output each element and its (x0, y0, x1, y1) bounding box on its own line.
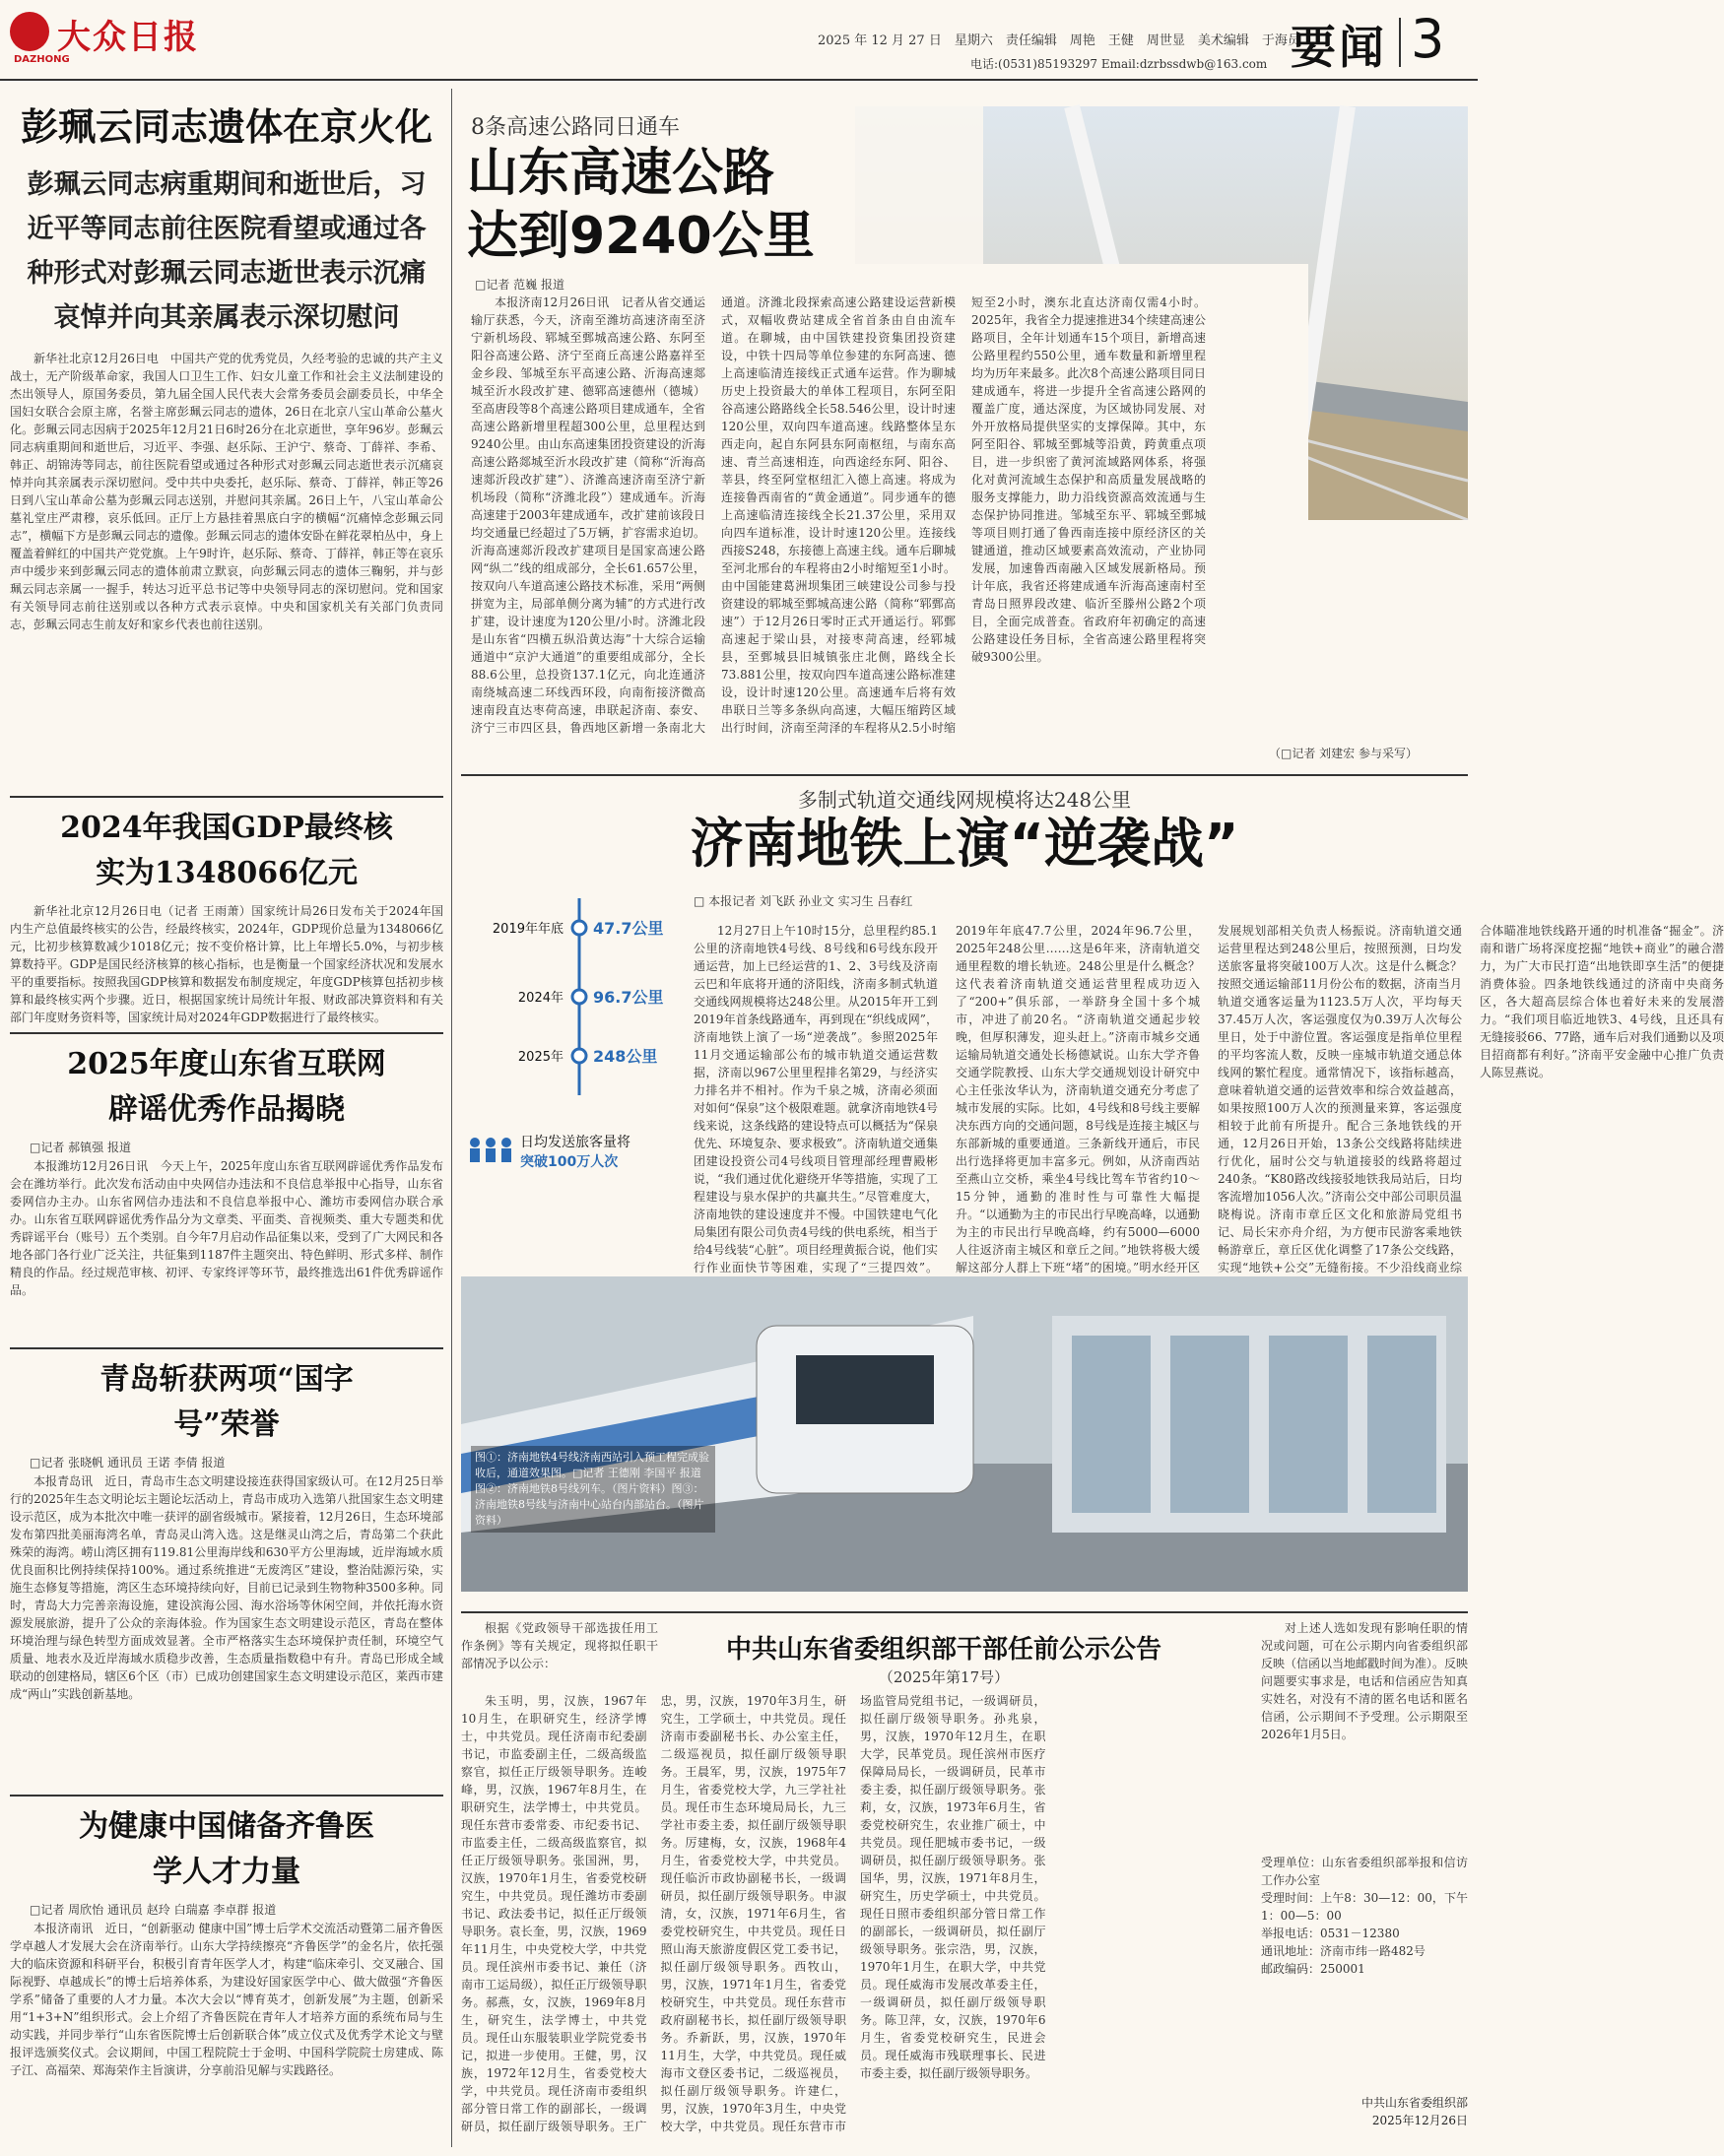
timeline-year-label: 2024年 (517, 991, 564, 1006)
article-title: 青岛斩获两项“国字号”荣誉 (99, 1362, 354, 1442)
ridership-icon (470, 1138, 511, 1162)
article-body: 本报潍坊12月26日讯 今天上午，2025年度山东省互联网辟谣优秀作品发布会在潍坊举行。此次发布活动由中央网信办违法和不良信息举报中心指导，山东省委网信办主办。山东省网信办违法和不良信息举报中心、潍坊市委网信办联合承办。山东省互联网辟谣优秀作品分为文章类、平面类、音视频类、重大专题类和优秀辟谣平台（账号）五个类别。自今年7月启动作品征集以来，受到了广大网民和各地各部门各行业广泛关注，共征集到1187件主题突出、特色鲜明、形式多样、制作精良的作品。经过规范审核、初评、专家终评等环节，最终推选出61件优秀辟谣作品。 (10, 1159, 443, 1297)
article-qingdao (10, 1357, 443, 1827)
timeline-point (572, 990, 586, 1004)
article-body: 12月27日上午10时15分，总里程约85.1公里的济南地铁4号线、8号线和6号线东段开通运营，加上已经运营的1、2、3号线及济南云巴和年底将开通的济阳线，济南多制式轨道交通线网规模将达248公里。从2015年开工到2019年首条线路通车，再到现在“织线成网”，济南地铁上演了一场“逆袭战”。参照2025年11月交通运输部公布的城市轨道交通运营数据，济南以967公里里程排名第29，与经济实力排名并不相衬。作为千泉之城，济南必须面对如何“保泉”这个极限难题。就拿济南地铁4号线来说，这条线路的建设特点可以概括为“保泉优先、环境复杂、要求极致”。济南轨道交通集团建设投资公司4号线项目管理部经理曹殿彬说，“我们通过优化避绕开华等措施，实现了工程建设与泉水保护的共赢共生。”尽管难度大，济南地铁的建设速度并不慢。中国铁建电气化局集团有限公司负责4号线的供电系统，相当于给4号线装“心脏”。项目经理黄振合说，他们实行作业面快节等困难，实现了“三提四效”。2019年年底47.7公里，2024年96.7公里，2025年248公里……这是6年来，济南轨道交通里程数的增长轨迹。248公里是什么概念？这代表着济南轨道交通运营里程成功迈入了“200+”俱乐部，一举跻身全国十多个城市，冲进了前20名。“济南轨道交通起步较晚，但厚积薄发，迎头赶上。”济南市城乡交通运输局轨道交通处长杨德斌说。山东大学齐鲁交通学院教授、山东大学交通规划设计研究中心主任张汝华认为，济南轨道交通充分考虑了城市发展的实际。比如，4号线和8号线主要解决东西方向的交通问题，8号线是连接主城区与东部新城的重要通道。三条新线开通后，市民出行选择将更加丰富多元。例如，从济南西站至燕山立交桥，乘坐4号线比驾车节省约10～15分钟，通勤的准时性与可靠性大幅提升。“以通勤为主的市民出行早晚高峰，以通勤为主的市民出行早晚高峰，约有5000—6000人往返济南主城区和章丘之间。”地铁将极大缓解这部分人群上下班“堵”的困境。”明水经开区发展规划部相关负责人杨振说。济南轨道交通运营里程达到248公里后，按照预测，日均发送旅客量将突破100万人次。这是什么概念？按照交通运输部11月份公布的数据，济南当月轨道交通客运量为1123.5万人次，平均每天37.45万人次，客运强度仅为0.39万人次每公里日，处于中游位置。客运强度是指单位里程的平均客流人数，反映一座城市轨道交通总体线网的繁忙程度。通常情况下，该指标越高，意味着轨道交通的运营效率和综合效益越高，如果按照100万人次的预测量来算，客运强度相较于此前有所提升。配合三条地铁线的开通，12月26日开始，13条公交线路将陆续进行优化，届时公交与轨道接驳的线路将超过240条。“K80路改线接驳地铁我局站后，日均客流增加1056人次。”济南公交中部公司职员温晓梅说。济南市章丘区文化和旅游局党组书记、局长宋亦舟介绍，为方便市民游客乘地铁畅游章丘，章丘区优化调整了17条公交线路，实现“地铁+公交”无缝衔接。不少沿线商业综合体瞄准地铁线路开通的时机准备“掘金”。济南和谐广场将深度挖掘“地铁+商业”的融合潜力，为广大市民打造“出地铁即享生活”的便捷消费体验。四条地铁线通过的济南中央商务区，各大超高层综合体也着好未来的发展潜力。“我们项目临近地铁3、4号线，且还具有无缝接驳66、77路，通车后对我们通勤以及项目招商都有利好。”济南平安金融中心推广负责人陈昱燕说。 (694, 924, 1724, 1274)
announcement (461, 1619, 1468, 2147)
contact-unit: 受理单位：山东省委组织部举报和信访工作办公室 (1261, 1856, 1468, 1887)
metro-train-photo (461, 1276, 1468, 1592)
article-byline: □记者 范巍 报道 (475, 278, 564, 292)
article-body: 新华社北京12月26日电 中国共产党的优秀党员，久经考验的忠诚的共产主义战士，无产阶级革命家，我国人口卫生工作、妇女儿童工作和社会主义法制建设的杰出领导人，原国务委员，第九届全国人民代表大会常务委员会副委员长，中华全国妇女联合会原主席，名誉主席彭珮云同志的遗体，26日在北京八宝山革命公墓火化。彭珮云同志因病于2025年12月21日6时26分在北京逝世，享年96岁。彭珮云同志病重期间和逝世后，习近平、李强、赵乐际、王沪宁、蔡奇、丁薛祥、李希、韩正、胡锦涛等同志，前往医院看望或通过各种形式对彭珮云同志逝世表示沉痛哀悼并向其亲属表示深切慰问。受中共中央委托，赵乐际、蔡奇、丁薛祥，韩正等26日到八宝山革命公墓为彭珮云同志送别，并慰问其亲属。26日上午，八宝山革命公墓礼堂庄严肃穆，哀乐低回。正厅上方悬挂着黑底白字的横幅“沉痛悼念彭珮云同志”，横幅下方是彭珮云同志的遗像。彭珮云同志的遗体安卧在鲜花翠柏丛中，身上覆盖着鲜红的中国共产党党旗。上午9时许，赵乐际、蔡奇、丁薛祥，韩正等在哀乐声中缓步来到彭珮云同志的遗体前肃立默哀，向彭珮云同志的遗体三鞠躬，并与彭珮云同志亲属一一握手，转达习近平总书记等中央领导同志的深切慰问。党和国家有关领导同志前往送别或以各种方式表示哀悼。中央和国家机关有关部门负责同志，彭珮云同志生前友好和家乡代表也前往送别。 (10, 352, 443, 631)
photo-caption: 图①：济南地铁4号线济南西站引入预工程完成验收后，通道效果图。□记者 王德刚 李国平 报道 图②：济南地铁8号线列车。（图片资料）图③：济南地铁8号线与济南中心站台内部站台。（图片资料） (471, 1446, 715, 1533)
ridership-line-1: 日均发送旅客量将 (520, 1135, 630, 1150)
article-subtitle: 彭珮云同志病重期间和逝世后，习近平等同志前往医院看望或通过各种形式对彭珮云同志逝世表示沉痛哀悼并向其亲属表示深切慰问 (27, 169, 427, 333)
contact-address: 通讯地址：济南市纬一路482号 (1261, 1944, 1426, 1958)
article-title: 为健康中国储备齐鲁医学人才力量 (79, 1809, 374, 1889)
timeline-year-label: 2019年年底 (492, 922, 564, 937)
timeline-value: 96.7公里 (593, 988, 664, 1007)
divider (10, 796, 443, 798)
article-title-line-2: 达到9240公里 (467, 207, 815, 266)
announcement-entries: 朱玉明，男，汉族，1967年10月生，在职研究生，经济学博士，中共党员。现任济南市纪委副书记，市监委副主任，二级高级监察官，拟任正厅级领导职务。连峻峰，男，汉族，1967年8月生，在职研究生，法学博士，中共党员。现任东营市委常委、市纪委书记、市监委主任，二级高级监察官，拟任正厅级领导职务。张国洲，男，汉族，1970年1月生，省委党校研究生，中共党员。现任潍坊市委副书记、政法委书记，拟任正厅级领导职务。袁长奎，男，汉族，1969年11月生，中央党校大学，中共党员。现任滨州市委书记、兼任（济南市工运局级），拟任正厅级领导职务。郝燕，女，汉族，1969年8月生，研究生，法学博士，中共党员。现任山东服装职业学院党委书记，拟进一步使用。王健，男，汉族，1972年12月生，省委党校大学，中共党员。现任济南市委组织部分管日常工作的副部长，一级调研员，拟任副厅级领导职务。王广忠，男，汉族，1970年3月生，研究生，工学硕士，中共党员。现任济南市委副秘书长、办公室主任，二级巡视员，拟任副厅级领导职务。王晨军，男，汉族，1975年7月生，省委党校大学，九三学社社员。现任市生态环境局局长，九三学社市委主委，拟任副厅级领导职务。厉建梅，女，汉族，1968年4月生，省委党校大学，中共党员。现任临沂市政协副秘书长，一级调研员，拟任副厅级领导职务。申淑清，女，汉族，1971年6月生，省委党校研究生，中共党员。现任日照山海天旅游度假区党工委书记，拟任副厅级领导职务。西牧山，男，汉族，1971年1月生，省委党校研究生，中共党员。现任东营市政府副秘书长，拟任副厅级领导职务。乔新跃，男，汉族，1970年11月生，大学，中共党员。现任威海市文登区委书记，二级巡视员，拟任副厅级领导职务。许建仁，男，汉族，1970年3月生，中央党校大学，中共党员。现任东营市市场监管局党组书记，一级调研员，拟任副厅级领导职务。孙兆泉，男，汉族，1970年12月生，在职大学，民革党员。现任滨州市医疗保障局局长，一级调研员，民革市委主委，拟任副厅级领导职务。张莉，女，汉族，1973年6月生，省委党校研究生，农业推广硕士，中共党员。现任肥城市委书记，一级调研员，拟任副厅级领导职务。张国华，男，汉族，1971年8月生，研究生，历史学硕士，中共党员。现任日照市委组织部分管日常工作的副部长，一级调研员，拟任副厅级领导职务。张宗浩，男，汉族，1970年1月生，在职大学，中共党员。现任威海市发展改革委主任，一级调研员，拟任副厅级领导职务。陈卫萍，女，汉族，1970年6月生，省委党校研究生，民进会员。现任威海市残联理事长、民进市委主委，拟任副厅级领导职务。 (461, 1694, 1046, 2133)
divider (10, 1032, 443, 1034)
newspaper-latin-name: DAZHONG (14, 54, 70, 65)
announcement-signature: 中共山东省委组织部 (1360, 2096, 1468, 2110)
divider (461, 1611, 1468, 1613)
article-title-line-1: 山东高速公路 (467, 144, 775, 203)
contact-hours: 受理时间：上午8：30—12：00，下午1：00—5：00 (1261, 1891, 1468, 1923)
announcement-notice: 对上述人选如发现有影响任职的情况或问题，可在公示期内向省委组织部反映（信函以当地邮戳时间为准）。反映问题要实事求是，电话和信函应告知真实姓名，对没有不清的匿名电话和匿名信函，公示期间不予受理。公示期限至2026年1月5日。 (1261, 1621, 1469, 1741)
timeline-point (572, 921, 586, 935)
article-metro (461, 784, 1724, 1527)
announcement-intro: 根据《党政领导干部选拔任用工作条例》等有关规定，现将拟任职干部情况予以公示： (461, 1621, 658, 1670)
article-signoff: （□记者 刘建宏 参与采写） (1269, 747, 1418, 760)
article-body: 本报济南讯 近日，“创新驱动 健康中国”博士后学术交流活动暨第二届齐鲁医学卓越人才发展大会在济南举行。山东大学持续擦亮“齐鲁医学”的金名片，依托强大的临床资源和科研平台，积极引育青年医学人才，构建“临床牵引、交叉融合、国际视野、卓越成长”的博士后培养体系，为建设好国家医学中心、做大做强“齐鲁医学系”储备了重要的人才力量。本次大会以“博育英才，创新发展”为主题，创新采用“1+3+N”组织形式。会上介绍了齐鲁医院在青年人才培养方面的系统布局与生动实践，并同步举行“山东省医院博士后创新联合体”成立仪式及优秀学术论文与壁报评选颁奖仪式。会议期间，中国工程院院士于金明、中国科学院院士房建成、陈子江、高福荣、郑海荣作主旨演讲，分享前沿见解与实践路径。 (10, 1922, 443, 2077)
article-gdp (10, 806, 443, 1050)
article-title: 济南地铁上演“逆袭战” (690, 813, 1239, 875)
newspaper-logo-icon (10, 12, 49, 51)
issue-info: 2025 年 12 月 27 日 星期六 责任编辑 周艳 王健 周世显 美术编辑 于海员 (818, 33, 1300, 48)
divider (461, 774, 1468, 776)
article-title: 2025年度山东省互联网辟谣优秀作品揭晓 (67, 1047, 386, 1127)
article-peng (10, 103, 443, 714)
timeline-point (572, 1049, 586, 1063)
article-health (10, 1804, 443, 2150)
article-byline: □ 本报记者 刘飞跃 孙业文 实习生 吕春红 (694, 894, 913, 908)
announcement-side (1261, 1619, 1469, 2127)
timeline-value: 248公里 (593, 1047, 658, 1066)
divider (10, 1347, 443, 1349)
announcement-date: 2025年12月26日 (1371, 2114, 1468, 2127)
masthead (0, 0, 1478, 81)
article-highway (461, 106, 1468, 768)
article-title: 彭珮云同志遗体在京火化 (20, 104, 432, 149)
contact-info: 电话:(0531)85193297 Email:dzrbssdwb@163.com (970, 57, 1268, 71)
section-name: 要闻 (1291, 21, 1387, 74)
timeline-value: 47.7公里 (593, 919, 664, 938)
article-body: 新华社北京12月26日电（记者 王雨萧）国家统计局26日发布关于2024年国内生产总值最终核实的公告，经最终核实，2024年，GDP现价总量为1348066亿元，比初步核算数减少1018亿元；按不变价格计算，比上年增长5.0%，与初步核算数持平。GDP是国民经济核算的核心指标，也是衡量一个国家经济状况和发展水平的重要指标。按照我国GDP核算和数据发布制度规定，年度GDP核算包括初步核算和最终核实两个步骤。近日，根据国家统计局统计年报、财政部决算资料和有关部门年度财务资料等，国家统计局对2024年GDP数据进行了最终核实。 (10, 904, 443, 1024)
ridership-line-2: 突破100万人次 (520, 1154, 619, 1170)
masthead-divider (1399, 18, 1401, 67)
article-kicker: 多制式轨道交通线网规模将达248公里 (797, 788, 1132, 812)
article-kicker: 8条高速公路同日通车 (471, 115, 680, 140)
article-rumor (10, 1042, 443, 1299)
divider (10, 1795, 443, 1797)
article-byline: □记者 郝镇强 报道 (30, 1141, 131, 1154)
contact-postcode: 邮政编码：250001 (1261, 1962, 1365, 1976)
announcement-contact (1261, 1854, 1468, 1978)
contact-phone: 举报电话：0531－12380 (1261, 1927, 1400, 1940)
newspaper-name: 大众日报 (57, 18, 199, 57)
announcement-subtitle: （2025年第17号） (878, 1668, 1010, 1686)
article-title: 2024年我国GDP最终核实为1348066亿元 (60, 811, 393, 890)
column-divider (451, 89, 452, 2147)
article-body: 本报济南12月26日讯 记者从省交通运输厅获悉，今天，济南至潍坊高速济南至济宁新机场段、郓城至鄄城高速公路、东阿至阳谷高速公路、济宁至商丘高速公路嘉祥至金乡段、邹城至东平高速公路、沂海高速郯城至沂水段改扩建、德郓高速德州（德城）至高唐段等8个高速公路项目建成通车，全省高速公路新增里程超300公里，总里程达到9240公里。由山东高速集团投资建设的沂海高速公路郯城至沂水段改扩建（简称“沂海高速郯沂段改扩建”）、济潍高速济南至济宁新机场段（简称“济潍北段”）建成通车。沂海高速建于2003年建成通车，改扩建前该段日均交通量已经超过了5万辆，扩容需求迫切。沂海高速郯沂段改扩建项目是国家高速公路网“纵二”线的组成部分，全长61.657公里，按双向八车道高速公路技术标准，采用“两侧拼宽为主，局部单侧分离为辅”的方式进行改扩建，设计速度为120公里/小时。济潍北段是山东省“四横五纵沿黄达海”十大综合运输通道中“京沪大通道”的重要组成部分，全长88.6公里，总投资137.1亿元，向北连通济南绕城高速二环线西环段，向南衔接济微高速南段直达枣荷高速，串联起济南、泰安、济宁三市四区县，鲁西地区新增一条南北大通道。济潍北段探索高速公路建设运营新模式，双幅收费站建成全省首条由自由流车道。在聊城，由中国铁建投资集团投资建设，中铁十四局等单位参建的东阿高速、德上高速临清连接线正式通车运营。作为聊城历史上投资最大的单体工程项目，东阿至阳谷高速公路路线全长58.546公里，设计时速120公里，双向四车道高速。线路整体呈东西走向，起自东阿县东阿南枢纽，与南东高速、青兰高速相连，向西途经东阿、阳谷、莘县，终至阿堂枢纽汇入德上高速。将成为连接鲁西南省的“黄金通道”。同步通车的德上高速临清连接线全长21.37公里，采用双向四车道标准，设计时速120公里。连接线西接S248，东接德上高速主线。通车后聊城至河北邢台的车程将由2小时缩短至1小时。由中国能建葛洲坝集团三峡建设公司参与投资建设的郓城至鄄城高速公路（简称“郓鄄高速”）于12月26日零时正式开通运行。郓鄄高速起于梁山县，对接枣菏高速，经郓城县，至鄄城县旧城镇张庄北侧，路线全长73.881公里，按双向四车道高速公路标准建设，设计时速120公里。高速通车后将有效串联日兰等多条纵向高速，大幅压缩跨区域出行时间，济南至菏泽的车程将从2.5小时缩短至2小时，澳东北直达济南仅需4小时。2025年，我省全力提速推进34个续建高速公路项目，全年计划通车15个项目，新增高速公路里程约550公里，通车数量和新增里程均为历年来最多。此次8个高速公路项目同日建成通车，将进一步提升全省高速公路网的覆盖广度，通达深度，为区域协同发展、对外开放格局提供坚实的支撑保障。其中，东阿至阳谷、郓城至鄄城等沿黄，跨黄重点项目，进一步织密了黄河流域路网体系，将强化对黄河流域生态保护和高质量发展战略的服务支撑能力，助力沿线资源高效流通与生态保护协同推进。邹城至东平、郓城至鄄城等项目则打通了鲁西南连接中原经济区的关键通道，推动区域要素高效流动，产业协同发展，加速鲁西南融入区域发展新格局。预计年底，我省还将建成通车沂海高速南村至青岛日照界段改建、临沂至滕州公路2个项目，全面完成普查。省政府年初确定的高速公路建设任务目标，全省高速公路里程将突破9300公里。 (471, 295, 1206, 735)
page-number: 3 (1411, 8, 1445, 70)
timeline-year-label: 2025年 (517, 1050, 564, 1065)
metro-mileage-infographic (461, 888, 678, 1184)
article-byline: □记者 张晓帆 通讯员 王诺 李倩 报道 (30, 1456, 226, 1470)
article-byline: □记者 周欣怡 通讯员 赵玲 白瑞嘉 李卓群 报道 (30, 1903, 277, 1917)
announcement-title: 中共山东省委组织部干部任前公示公告 (725, 1635, 1161, 1665)
article-body: 本报青岛讯 近日，青岛市生态文明建设接连获得国家级认可。在12月25日举行的2025年生态文明论坛主题论坛活动上，青岛市成功入选第八批国家生态文明建设示范区，成为本批次中唯一获评的副省级城市。紧接着，12月26日，生态环境部发布第四批美丽海湾名单，青岛灵山湾入选。这是继灵山湾之后，青岛第二个获此殊荣的海湾。崂山湾区拥有119.81公里海岸线和630平方公里海域，近岸海域水质优良面积比例持续保持100%。通过系统推进“无废湾区”建设，整治陆源污染，实施生态修复等措施，湾区生态环境持续向好，目前已记录到生物物种3500多种。同时，青岛大力完善亲海设施，建设滨海公园、海水浴场等休闲空间，并依托海水资源发展旅游，提升了公众的亲海体验。作为国家生态文明建设示范区，青岛在整体环境治理与绿色转型方面成效显著。全市严格落实生态环境保护责任制，环境空气质量、地表水及近岸海域水质稳步改善，生态质量指数稳中有升。青岛已形成全域联动的创建格局，辖区6个区（市）已成功创建国家生态文明建设示范区，莱西市建成“两山”实践创新基地。 (10, 1474, 443, 1701)
